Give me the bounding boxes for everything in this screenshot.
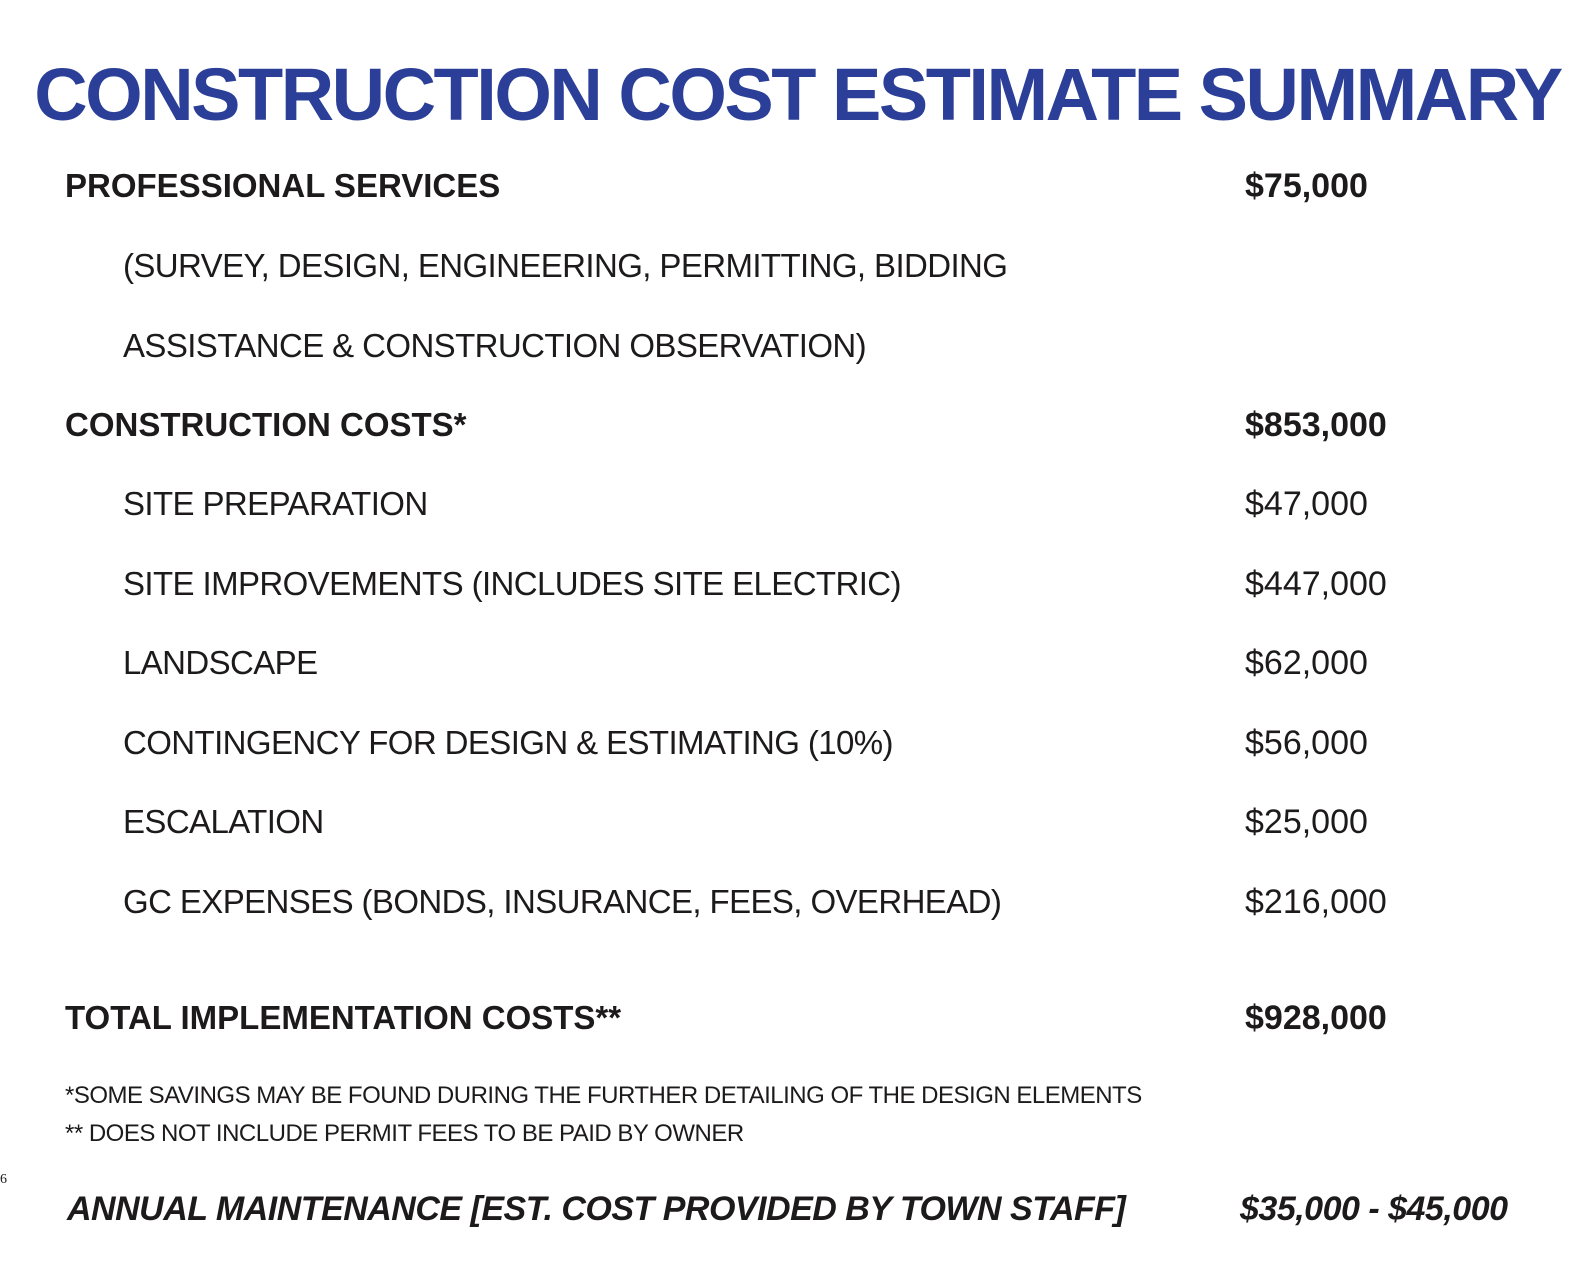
professional-services-detail-row: [0, 244, 1595, 288]
cost-item-label: ESCALATION: [123, 803, 324, 840]
total-implementation-amount: $928,000: [1245, 999, 1387, 1037]
total-implementation-row: [0, 996, 1595, 1040]
page-number: 6: [0, 1172, 7, 1187]
cost-item-amount: $25,000: [1245, 803, 1368, 841]
cost-item-label: SITE PREPARATION: [123, 485, 428, 522]
professional-services-detail-line-1: (SURVEY, DESIGN, ENGINEERING, PERMITTING, BIDDING: [123, 247, 1008, 284]
cost-item-label: LANDSCAPE: [123, 644, 318, 681]
professional-services-label: PROFESSIONAL SERVICES: [65, 167, 501, 204]
cost-item-row: [0, 880, 1595, 924]
cost-item-row: [0, 482, 1595, 526]
annual-maintenance-row: [0, 1186, 1595, 1232]
cost-item-label: SITE IMPROVEMENTS (INCLUDES SITE ELECTRIC): [123, 565, 901, 602]
cost-item-amount: $47,000: [1245, 485, 1368, 523]
cost-item-row: [0, 641, 1595, 685]
page-title: CONSTRUCTION COST ESTIMATE SUMMARY: [34, 53, 1561, 136]
construction-costs-label: CONSTRUCTION COSTS*: [65, 406, 467, 443]
professional-services-amount: $75,000: [1245, 167, 1368, 205]
cost-item-label: GC EXPENSES (BONDS, INSURANCE, FEES, OVERHEAD): [123, 883, 1002, 920]
professional-services-detail-row: [0, 324, 1595, 368]
cost-item-row: [0, 800, 1595, 844]
footnote-savings: *SOME SAVINGS MAY BE FOUND DURING THE FURTHER DETAILING OF THE DESIGN ELEMENTS: [65, 1082, 1142, 1109]
cost-item-row: [0, 562, 1595, 606]
cost-item-amount: $62,000: [1245, 644, 1368, 682]
annual-maintenance-amount: $35,000 - $45,000: [1240, 1190, 1508, 1228]
construction-costs-amount: $853,000: [1245, 406, 1387, 444]
cost-item-amount: $447,000: [1245, 565, 1387, 603]
cost-item-row: [0, 721, 1595, 765]
cost-item-amount: $216,000: [1245, 883, 1387, 921]
annual-maintenance-label: ANNUAL MAINTENANCE [EST. COST PROVIDED BY TOWN STAFF]: [67, 1190, 1126, 1228]
cost-item-label: CONTINGENCY FOR DESIGN & ESTIMATING (10%): [123, 724, 893, 761]
cost-item-amount: $56,000: [1245, 724, 1368, 762]
construction-costs-row: [0, 403, 1595, 447]
footnote-permit-fees: ** DOES NOT INCLUDE PERMIT FEES TO BE PAID BY OWNER: [65, 1120, 744, 1147]
professional-services-row: [0, 164, 1595, 208]
professional-services-detail-line-2: ASSISTANCE & CONSTRUCTION OBSERVATION): [123, 327, 867, 364]
total-implementation-label: TOTAL IMPLEMENTATION COSTS**: [65, 999, 622, 1036]
